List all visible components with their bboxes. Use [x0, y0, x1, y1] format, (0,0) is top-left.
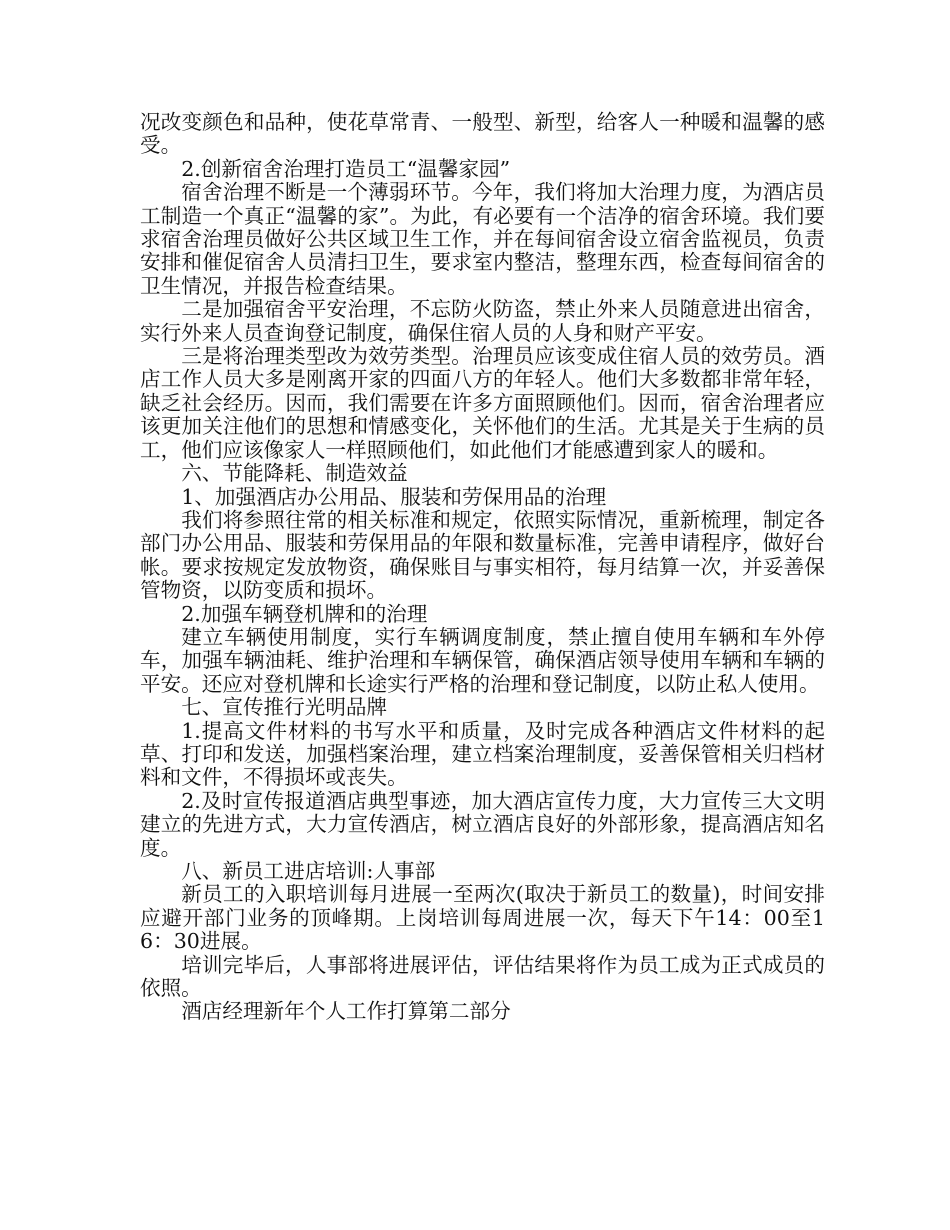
subheading-dormitory: 2.创新宿舍治理打造员工“温馨家园”	[181, 156, 511, 181]
paragraph-dormitory-service: 三是将治理类型改为效劳类型。治理员应该变成住宿人员的效劳员。酒店工作人员大多是刚离开家的四面八方的年轻人。他们大多数都非常年轻，缺乏社会经历。因而，我们需要在许多方面照顾他们。因而，宿舍治理者应该更加关注他们的思想和情感变化，关怀他们的生活。尤其是关于生病的员工，他们应该像家人一样照顾他们，如此他们才能感遭到家人的暖和。	[140, 344, 825, 462]
paragraph-training-evaluation: 培训完毕后，人事部将进展评估，评估结果将作为员工成为正式成员的依照。	[140, 952, 825, 1001]
part-two-heading: 酒店经理新年个人工作打算第二部分	[181, 999, 511, 1024]
document-body	[140, 111, 825, 1024]
section-heading-seven: 七、宣传推行光明品牌	[181, 695, 388, 720]
paragraph-dormitory-hygiene: 宿舍治理不断是一个薄弱环节。今年，我们将加大治理力度，为酒店员工制造一个真正“温馨的家”。为此，有必要有一个洁净的宿舍环境。我们要求宿舍治理员做好公共区域卫生工作，并在每间宿舍设立宿舍监视员，负责安排和催促宿舍人员清扫卫生，要求室内整洁，整理东西，检查每间宿舍的卫生情况，并报告检查结果。	[140, 180, 825, 298]
paragraph-dormitory-safety: 二是加强宿舍平安治理，不忘防火防盗，禁止外来人员随意进出宿舍，实行外来人员查询登记制度，确保住宿人员的人身和财产平安。	[140, 297, 825, 345]
paragraph-documents: 1.提高文件材料的书写水平和质量，及时完成各种酒店文件材料的起草、打印和发送，加强档案治理，建立档案治理制度，妥善保管相关归档材料和文件，不得损坏或丧失。	[140, 718, 825, 790]
paragraph-training-schedule: 新员工的入职培训每月进展一至两次(取决于新员工的数量)，时间安排应避开部门业务的顶峰期。上岗培训每周进展一次，每天下午14：00至16：30进展。	[140, 882, 825, 954]
paragraph-vehicles: 建立车辆使用制度，实行车辆调度制度，禁止擅自使用车辆和车外停车，加强车辆油耗、维护治理和车辆保管，确保酒店领导使用车辆和车辆的平安。还应对登机牌和长途实行严格的治理和登记制度，以防止私人使用。	[140, 624, 825, 696]
subheading-office-supplies: 1、加强酒店办公用品、服装和劳保用品的治理	[181, 484, 607, 509]
subheading-vehicles: 2.加强车辆登机牌和的治理	[181, 601, 428, 626]
paragraph-continuation: 况改变颜色和品种，使花草常青、一般型、新型，给客人一种暖和温馨的感受。	[140, 110, 825, 158]
section-heading-six: 六、节能降耗、制造效益	[181, 461, 408, 486]
paragraph-publicity: 2.及时宣传报道酒店典型事迹，加大酒店宣传力度，大力宣传三大文明建立的先进方式，大力宣传酒店，树立酒店良好的外部形象，提高酒店知名度。	[140, 788, 825, 860]
section-heading-eight: 八、新员工进店培训:人事部	[181, 859, 436, 883]
paragraph-office-supplies: 我们将参照往常的相关标准和规定，依照实际情况，重新梳理，制定各部门办公用品、服装和劳保用品的年限和数量标准，完善申请程序，做好台帐。要求按规定发放物资，确保账目与事实相符，每月结算一次，并妥善保管物资，以防变质和损坏。	[140, 507, 825, 603]
